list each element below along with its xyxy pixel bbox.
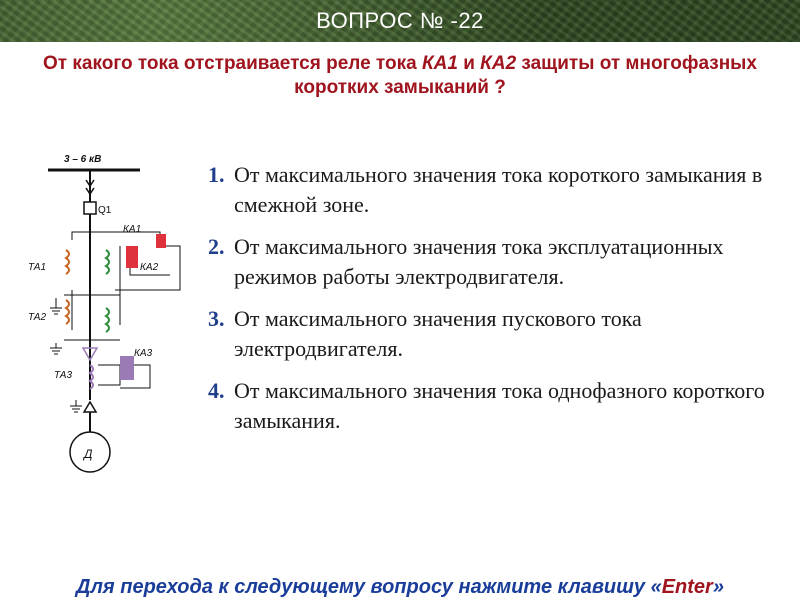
enter-key-label: Enter	[661, 576, 713, 598]
answer-number: 2.	[208, 234, 225, 259]
footer-instruction	[0, 576, 800, 599]
answer-option-4[interactable]	[208, 376, 788, 436]
answer-option-2[interactable]	[208, 232, 788, 292]
ground-icon	[50, 343, 62, 354]
ta2-left-coil	[66, 300, 69, 324]
ct-ta3-label: ТА3	[54, 370, 73, 381]
question-text	[10, 52, 790, 100]
breaker-q1-label: Q1	[98, 205, 112, 216]
ka3-wiring-left	[98, 365, 120, 385]
protection-schematic	[20, 150, 200, 480]
ta2-right-coil	[106, 308, 109, 332]
relay-ka3-label: КА3	[134, 348, 153, 359]
ground-icon	[50, 298, 62, 314]
answer-text: От максимального значения пускового тока электродвигателя.	[234, 306, 642, 361]
ta1-left-coil	[66, 250, 69, 274]
cable-end	[84, 402, 96, 412]
relay-ka2-label: КА2	[140, 262, 159, 273]
header-bar	[0, 0, 800, 42]
question-part2: и	[457, 53, 481, 74]
answer-text: От максимального значения тока однофазного короткого замыкания.	[234, 378, 765, 433]
answer-number: 4.	[208, 378, 225, 403]
relay-ka1-label: КА1	[123, 224, 142, 235]
ground-icon	[70, 400, 82, 412]
ct-ta2-label: ТА2	[28, 312, 47, 323]
footer-end: »	[712, 576, 724, 598]
question-part3: защиты от многофазных коротких замыканий ?	[294, 53, 757, 98]
question-part1: От какого тока отстраивается реле тока	[43, 53, 422, 74]
breaker-q1	[84, 202, 96, 214]
answer-text: От максимального значения тока короткого замыкания в смежной зоне.	[234, 162, 763, 217]
relay-ka1	[156, 234, 166, 248]
ka1-wiring-top	[72, 232, 160, 240]
answer-number: 3.	[208, 306, 225, 331]
footer-text: Для перехода к следующему вопросу нажмите клавишу «	[76, 576, 662, 598]
answer-option-3[interactable]	[208, 304, 788, 364]
relay-ka3	[120, 356, 134, 380]
question-relay2: КА2	[480, 53, 517, 74]
motor-label: Д	[84, 447, 93, 461]
ct-ta1-label: ТА1	[28, 262, 47, 273]
answer-text: От максимального значения тока эксплуатационных режимов работы электродвигателя.	[234, 234, 724, 289]
relay-ka2	[126, 246, 138, 268]
question-relay1: КА1	[421, 53, 458, 74]
ta1-right-coil	[106, 250, 109, 274]
answer-option-1[interactable]	[208, 160, 788, 220]
answer-list	[208, 160, 788, 448]
question-number-title: ВОПРОС № -22	[316, 8, 484, 33]
voltage-label: 3 – 6 кВ	[64, 154, 102, 165]
answer-number: 1.	[208, 162, 225, 187]
